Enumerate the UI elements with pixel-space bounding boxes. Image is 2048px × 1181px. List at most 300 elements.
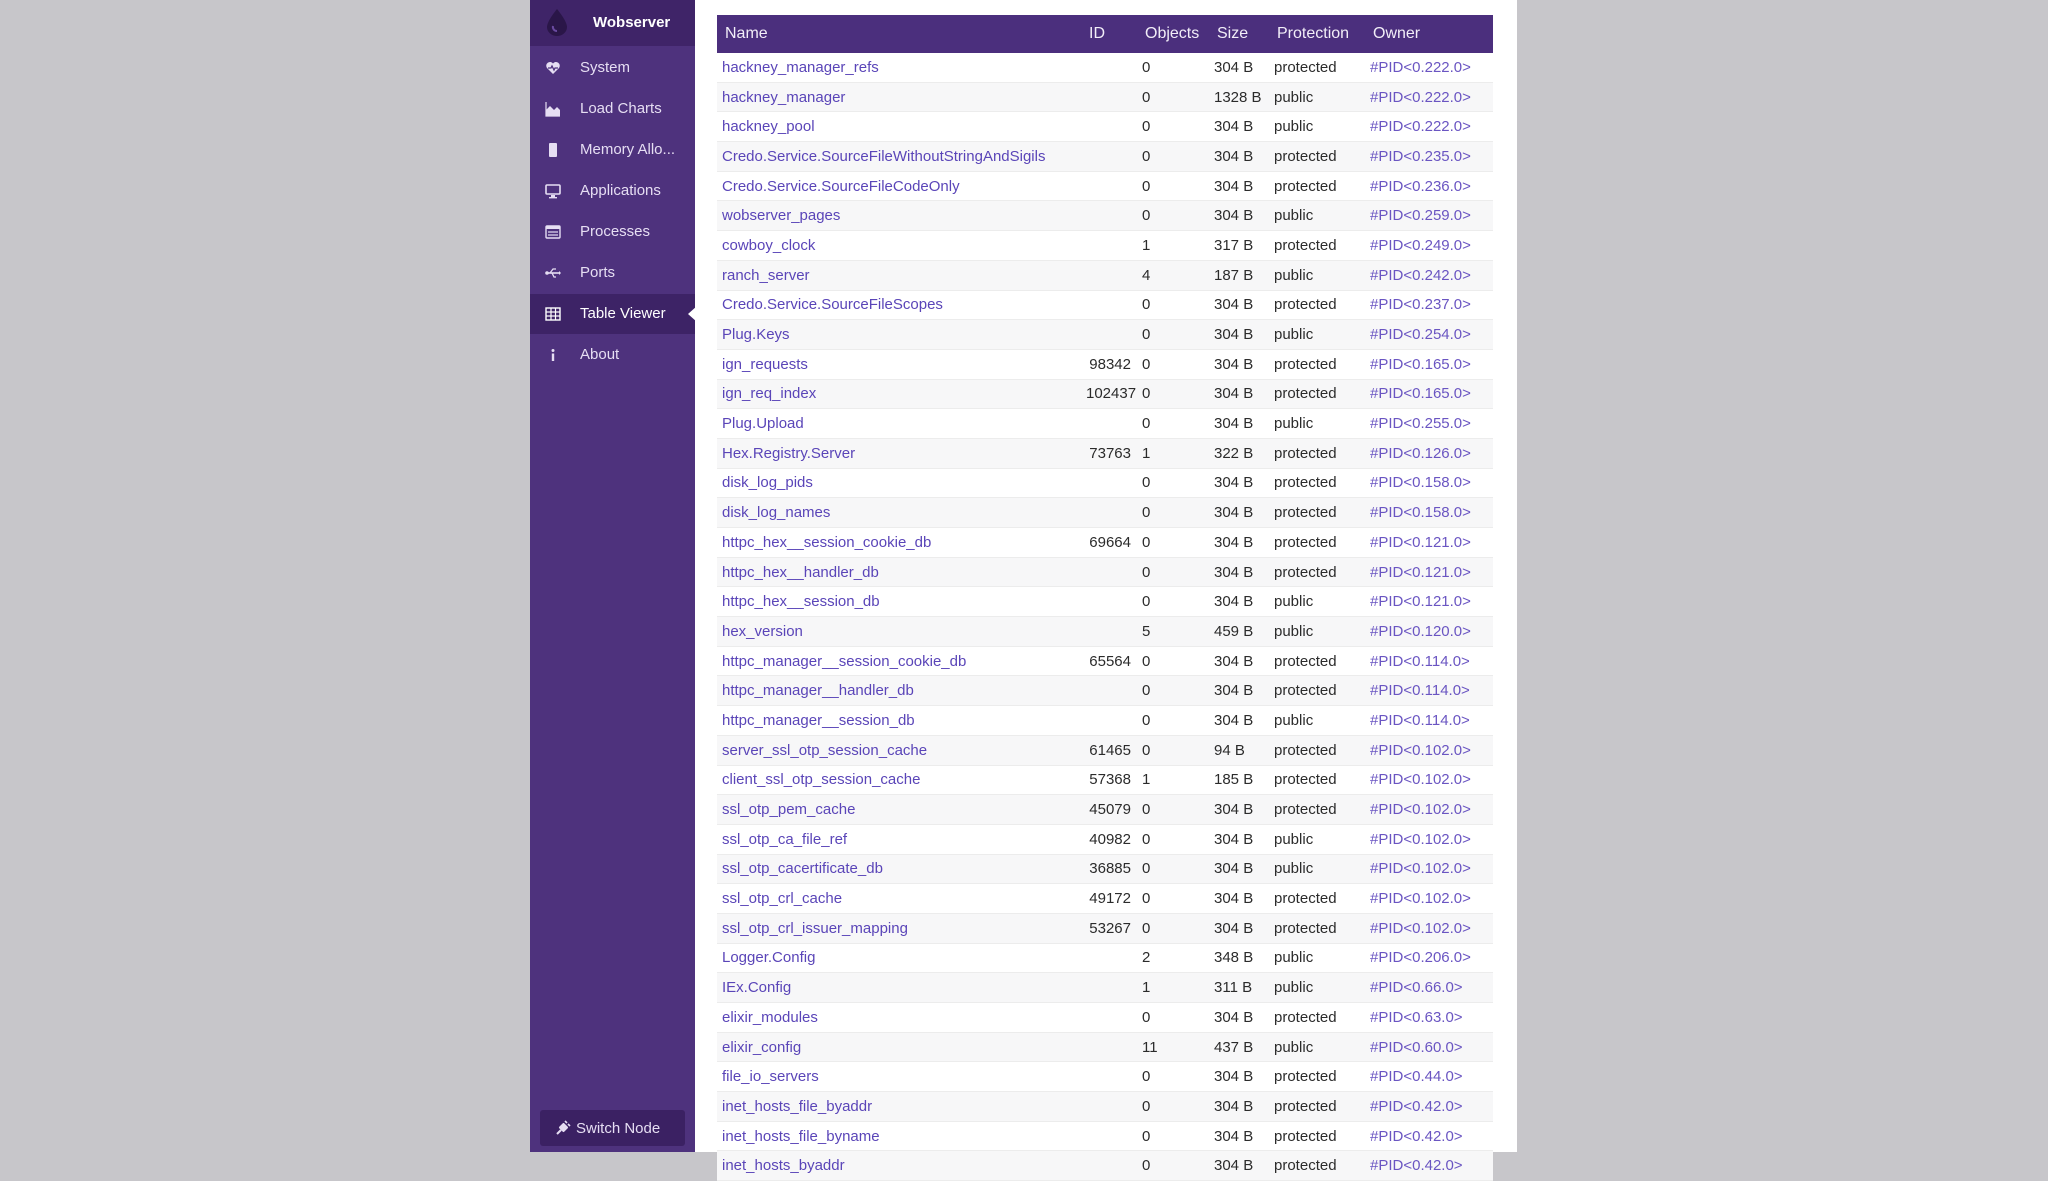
table-row[interactable] (717, 1062, 1493, 1092)
table-row[interactable] (717, 290, 1493, 320)
table-row[interactable] (717, 171, 1493, 201)
cell-protection: public (1269, 854, 1365, 884)
cell-owner-pid[interactable]: #PID<0.102.0> (1365, 795, 1493, 825)
cell-size: 304 B (1209, 884, 1269, 914)
cell-protection: public (1269, 824, 1365, 854)
table-icon (545, 306, 561, 322)
cell-owner-pid[interactable]: #PID<0.165.0> (1365, 349, 1493, 379)
cell-owner-pid[interactable]: #PID<0.158.0> (1365, 468, 1493, 498)
cell-owner-pid[interactable]: #PID<0.42.0> (1365, 1121, 1493, 1151)
cell-protection: protected (1269, 1092, 1365, 1122)
cell-protection: protected (1269, 349, 1365, 379)
table-row[interactable] (717, 82, 1493, 112)
cell-table-name[interactable]: ssl_otp_cacertificate_db (717, 854, 1081, 884)
cell-size: 304 B (1209, 795, 1269, 825)
cell-objects: 0 (1137, 913, 1209, 943)
cell-objects: 0 (1137, 409, 1209, 439)
sidebar-item-label: Memory Allo... (580, 141, 676, 158)
cell-protection: protected (1269, 676, 1365, 706)
cell-size: 304 B (1209, 1062, 1269, 1092)
cell-id: 49172 (1081, 884, 1137, 914)
cell-protection: public (1269, 112, 1365, 142)
cell-id (1081, 706, 1137, 736)
cell-objects: 0 (1137, 735, 1209, 765)
info-icon (545, 347, 561, 363)
table-row[interactable] (717, 320, 1493, 350)
cell-size: 304 B (1209, 1151, 1269, 1181)
cell-objects: 0 (1137, 1092, 1209, 1122)
cell-objects: 0 (1137, 1003, 1209, 1033)
cell-owner-pid[interactable]: #PID<0.114.0> (1365, 676, 1493, 706)
cell-owner-pid[interactable]: #PID<0.114.0> (1365, 646, 1493, 676)
table-row[interactable] (717, 765, 1493, 795)
table-row[interactable] (717, 913, 1493, 943)
cell-objects: 0 (1137, 290, 1209, 320)
table-row[interactable] (717, 349, 1493, 379)
cell-protection: protected (1269, 765, 1365, 795)
cell-size: 304 B (1209, 676, 1269, 706)
column-header-id[interactable]: ID (1081, 15, 1137, 53)
cell-objects: 0 (1137, 142, 1209, 172)
cell-size: 304 B (1209, 824, 1269, 854)
cell-table-name[interactable]: ssl_otp_crl_cache (717, 884, 1081, 914)
cell-owner-pid[interactable]: #PID<0.42.0> (1365, 1092, 1493, 1122)
cell-id (1081, 557, 1137, 587)
cell-protection: public (1269, 409, 1365, 439)
cell-table-name[interactable]: disk_log_pids (717, 468, 1081, 498)
cell-protection: protected (1269, 1121, 1365, 1151)
cell-protection: protected (1269, 290, 1365, 320)
cell-protection: public (1269, 587, 1365, 617)
cell-owner-pid[interactable]: #PID<0.121.0> (1365, 587, 1493, 617)
heartbeat-icon (545, 60, 561, 76)
cell-objects: 0 (1137, 676, 1209, 706)
switch-node-label: Switch Node (576, 1120, 661, 1137)
cell-objects: 4 (1137, 260, 1209, 290)
cell-owner-pid[interactable]: #PID<0.237.0> (1365, 290, 1493, 320)
cell-size: 317 B (1209, 231, 1269, 261)
cell-protection: protected (1269, 528, 1365, 558)
cell-owner-pid[interactable]: #PID<0.66.0> (1365, 973, 1493, 1003)
cell-table-name[interactable]: ssl_otp_pem_cache (717, 795, 1081, 825)
table-row[interactable] (717, 735, 1493, 765)
cell-size: 304 B (1209, 646, 1269, 676)
cell-owner-pid[interactable]: #PID<0.44.0> (1365, 1062, 1493, 1092)
cell-owner-pid[interactable]: #PID<0.165.0> (1365, 379, 1493, 409)
cell-protection: protected (1269, 1062, 1365, 1092)
cell-table-name[interactable]: httpc_manager__session_db (717, 706, 1081, 736)
cell-owner-pid[interactable]: #PID<0.254.0> (1365, 320, 1493, 350)
cell-objects: 0 (1137, 646, 1209, 676)
table-row[interactable] (717, 142, 1493, 172)
cell-size: 437 B (1209, 1032, 1269, 1062)
cell-table-name[interactable]: cowboy_clock (717, 231, 1081, 261)
cell-table-name[interactable]: hackney_manager (717, 82, 1081, 112)
column-header-owner[interactable]: Owner (1365, 15, 1493, 53)
cell-table-name[interactable]: Credo.Service.SourceFileScopes (717, 290, 1081, 320)
cell-objects: 1 (1137, 231, 1209, 261)
cell-id: 45079 (1081, 795, 1137, 825)
cell-owner-pid[interactable]: #PID<0.102.0> (1365, 884, 1493, 914)
table-row[interactable] (717, 884, 1493, 914)
cell-objects: 0 (1137, 824, 1209, 854)
cell-size: 304 B (1209, 528, 1269, 558)
cell-id: 73763 (1081, 438, 1137, 468)
cell-protection: protected (1269, 557, 1365, 587)
cell-id (1081, 201, 1137, 231)
cell-table-name[interactable]: server_ssl_otp_session_cache (717, 735, 1081, 765)
table-row[interactable] (717, 1151, 1493, 1181)
cell-id (1081, 290, 1137, 320)
cell-size: 304 B (1209, 557, 1269, 587)
cell-size: 304 B (1209, 320, 1269, 350)
cell-objects: 1 (1137, 438, 1209, 468)
cell-table-name[interactable]: IEx.Config (717, 973, 1081, 1003)
table-header-row (717, 15, 1493, 53)
cell-table-name[interactable]: hackney_manager_refs (717, 53, 1081, 82)
processes-icon (545, 224, 561, 240)
cell-size: 304 B (1209, 498, 1269, 528)
cell-objects: 0 (1137, 795, 1209, 825)
sidebar-item-label: Applications (580, 182, 661, 199)
cell-size: 304 B (1209, 854, 1269, 884)
cell-protection: protected (1269, 1003, 1365, 1033)
cell-protection: public (1269, 201, 1365, 231)
cell-size: 348 B (1209, 943, 1269, 973)
cell-id: 53267 (1081, 913, 1137, 943)
cell-protection: public (1269, 706, 1365, 736)
cell-table-name[interactable]: inet_hosts_file_byaddr (717, 1092, 1081, 1122)
cell-protection: protected (1269, 231, 1365, 261)
sidebar-item-label: About (580, 346, 620, 363)
switch-node-button[interactable] (540, 1110, 685, 1146)
cell-owner-pid[interactable]: #PID<0.120.0> (1365, 617, 1493, 647)
table-row[interactable] (717, 646, 1493, 676)
cell-table-name[interactable]: ranch_server (717, 260, 1081, 290)
sidebar-item-label: Table Viewer (580, 305, 666, 322)
cell-owner-pid[interactable]: #PID<0.60.0> (1365, 1032, 1493, 1062)
cell-protection: public (1269, 617, 1365, 647)
cell-id (1081, 973, 1137, 1003)
cell-table-name[interactable]: ssl_otp_ca_file_ref (717, 824, 1081, 854)
cell-table-name[interactable]: hex_version (717, 617, 1081, 647)
cell-size: 304 B (1209, 379, 1269, 409)
cell-objects: 0 (1137, 528, 1209, 558)
cell-protection: protected (1269, 913, 1365, 943)
cell-objects: 0 (1137, 82, 1209, 112)
cell-owner-pid[interactable]: #PID<0.102.0> (1365, 735, 1493, 765)
cell-objects: 0 (1137, 706, 1209, 736)
sidebar-item-label: Load Charts (580, 100, 662, 117)
cell-objects: 0 (1137, 498, 1209, 528)
cell-table-name[interactable]: httpc_hex__session_db (717, 587, 1081, 617)
cell-size: 304 B (1209, 142, 1269, 172)
cell-size: 304 B (1209, 1092, 1269, 1122)
plug-icon (555, 1120, 571, 1136)
cell-owner-pid[interactable]: #PID<0.114.0> (1365, 706, 1493, 736)
cell-owner-pid[interactable]: #PID<0.235.0> (1365, 142, 1493, 172)
cell-protection: protected (1269, 498, 1365, 528)
cell-id: 36885 (1081, 854, 1137, 884)
cell-id (1081, 1092, 1137, 1122)
cell-protection: public (1269, 320, 1365, 350)
cell-table-name[interactable]: httpc_hex__session_cookie_db (717, 528, 1081, 558)
cell-size: 304 B (1209, 349, 1269, 379)
sidebar-item-table-viewer[interactable] (530, 294, 695, 334)
cell-objects: 5 (1137, 617, 1209, 647)
table-row[interactable] (717, 824, 1493, 854)
cell-size: 1328 B (1209, 82, 1269, 112)
cell-protection: protected (1269, 53, 1365, 82)
cell-id (1081, 1003, 1137, 1033)
cell-owner-pid[interactable]: #PID<0.259.0> (1365, 201, 1493, 231)
cell-id (1081, 231, 1137, 261)
cell-owner-pid[interactable]: #PID<0.102.0> (1365, 765, 1493, 795)
table-row[interactable] (717, 676, 1493, 706)
sidebar-item-applications[interactable] (530, 171, 695, 211)
cell-protection: protected (1269, 735, 1365, 765)
brand-header[interactable] (530, 0, 695, 46)
cell-objects: 0 (1137, 854, 1209, 884)
cell-table-name[interactable]: ign_req_index (717, 379, 1081, 409)
cell-table-name[interactable]: inet_hosts_file_byname (717, 1121, 1081, 1151)
cell-owner-pid[interactable]: #PID<0.126.0> (1365, 438, 1493, 468)
cell-protection: public (1269, 943, 1365, 973)
cell-id (1081, 112, 1137, 142)
column-header-name[interactable]: Name (717, 15, 1081, 53)
table-row[interactable] (717, 53, 1493, 82)
table-row[interactable] (717, 587, 1493, 617)
table-row[interactable] (717, 1032, 1493, 1062)
cell-objects: 0 (1137, 320, 1209, 350)
table-row[interactable] (717, 943, 1493, 973)
cell-size: 304 B (1209, 171, 1269, 201)
table-row[interactable] (717, 379, 1493, 409)
cell-protection: protected (1269, 379, 1365, 409)
sidebar-item-memory-allocators[interactable] (530, 130, 695, 170)
table-row[interactable] (717, 854, 1493, 884)
cell-protection: protected (1269, 142, 1365, 172)
tables-table (717, 15, 1493, 1181)
cell-table-name[interactable]: ign_requests (717, 349, 1081, 379)
cell-protection: protected (1269, 646, 1365, 676)
cell-protection: public (1269, 82, 1365, 112)
cell-id (1081, 676, 1137, 706)
cell-objects: 11 (1137, 1032, 1209, 1062)
cell-objects: 0 (1137, 587, 1209, 617)
table-row[interactable] (717, 1121, 1493, 1151)
cell-owner-pid[interactable]: #PID<0.206.0> (1365, 943, 1493, 973)
cell-objects: 0 (1137, 53, 1209, 82)
cell-objects: 0 (1137, 201, 1209, 231)
cell-id: 61465 (1081, 735, 1137, 765)
cell-protection: public (1269, 973, 1365, 1003)
cell-objects: 1 (1137, 973, 1209, 1003)
table-row[interactable] (717, 201, 1493, 231)
cell-protection: public (1269, 260, 1365, 290)
table-row[interactable] (717, 795, 1493, 825)
cell-table-name[interactable]: ssl_otp_crl_issuer_mapping (717, 913, 1081, 943)
cell-owner-pid[interactable]: #PID<0.102.0> (1365, 854, 1493, 884)
cell-table-name[interactable]: httpc_manager__handler_db (717, 676, 1081, 706)
cell-table-name[interactable]: elixir_modules (717, 1003, 1081, 1033)
cell-table-name[interactable]: hackney_pool (717, 112, 1081, 142)
cell-table-name[interactable]: httpc_hex__handler_db (717, 557, 1081, 587)
area-chart-icon (545, 101, 561, 117)
table-row[interactable] (717, 468, 1493, 498)
table-row[interactable] (717, 557, 1493, 587)
cell-table-name[interactable]: file_io_servers (717, 1062, 1081, 1092)
cell-table-name[interactable]: Plug.Upload (717, 409, 1081, 439)
cell-id (1081, 1032, 1137, 1062)
cell-owner-pid[interactable]: #PID<0.222.0> (1365, 53, 1493, 82)
table-row[interactable] (717, 973, 1493, 1003)
cell-id (1081, 498, 1137, 528)
cell-size: 304 B (1209, 587, 1269, 617)
cell-table-name[interactable]: Plug.Keys (717, 320, 1081, 350)
sidebar-item-system[interactable] (530, 48, 695, 88)
cell-size: 185 B (1209, 765, 1269, 795)
cell-id (1081, 409, 1137, 439)
cell-id (1081, 1062, 1137, 1092)
cell-table-name[interactable]: wobserver_pages (717, 201, 1081, 231)
sidebar-item-label: System (580, 59, 631, 76)
sidebar-item-processes[interactable] (530, 212, 695, 252)
cell-size: 322 B (1209, 438, 1269, 468)
cell-id (1081, 171, 1137, 201)
cell-protection: protected (1269, 884, 1365, 914)
cell-owner-pid[interactable]: #PID<0.42.0> (1365, 1151, 1493, 1181)
app-window (530, 0, 1517, 1175)
column-header-protection[interactable]: Protection (1269, 15, 1365, 53)
desktop-icon (545, 183, 561, 199)
ets-table-list (717, 15, 1493, 1181)
table-row[interactable] (717, 1003, 1493, 1033)
cell-table-name[interactable]: httpc_manager__session_cookie_db (717, 646, 1081, 676)
sidebar-item-about[interactable] (530, 335, 695, 375)
table-row[interactable] (717, 112, 1493, 142)
sidebar-item-ports[interactable] (530, 253, 695, 293)
cell-table-name[interactable]: inet_hosts_byaddr (717, 1151, 1081, 1181)
table-row[interactable] (717, 260, 1493, 290)
table-body (717, 53, 1493, 1181)
table-row[interactable] (717, 617, 1493, 647)
cell-id (1081, 142, 1137, 172)
column-header-size[interactable]: Size (1209, 15, 1269, 53)
cell-id (1081, 468, 1137, 498)
cell-owner-pid[interactable]: #PID<0.249.0> (1365, 231, 1493, 261)
cell-protection: protected (1269, 171, 1365, 201)
cell-protection: public (1269, 1032, 1365, 1062)
cell-objects: 0 (1137, 349, 1209, 379)
cell-objects: 0 (1137, 112, 1209, 142)
cell-id (1081, 1151, 1137, 1181)
cell-owner-pid[interactable]: #PID<0.222.0> (1365, 112, 1493, 142)
cell-protection: protected (1269, 438, 1365, 468)
table-row[interactable] (717, 231, 1493, 261)
cell-table-name[interactable]: Credo.Service.SourceFileWithoutStringAndSigils (717, 142, 1081, 172)
sidebar (530, 0, 695, 1152)
cell-id: 102437 (1081, 379, 1137, 409)
drop-logo-icon (544, 8, 570, 36)
cell-protection: protected (1269, 468, 1365, 498)
cell-table-name[interactable]: Logger.Config (717, 943, 1081, 973)
cell-owner-pid[interactable]: #PID<0.121.0> (1365, 528, 1493, 558)
cell-owner-pid[interactable]: #PID<0.222.0> (1365, 82, 1493, 112)
cell-owner-pid[interactable]: #PID<0.121.0> (1365, 557, 1493, 587)
cell-table-name[interactable]: client_ssl_otp_session_cache (717, 765, 1081, 795)
cell-size: 304 B (1209, 1003, 1269, 1033)
cell-objects: 1 (1137, 765, 1209, 795)
cell-table-name[interactable]: Credo.Service.SourceFileCodeOnly (717, 171, 1081, 201)
cell-owner-pid[interactable]: #PID<0.63.0> (1365, 1003, 1493, 1033)
cell-owner-pid[interactable]: #PID<0.102.0> (1365, 824, 1493, 854)
sidebar-item-label: Processes (580, 223, 651, 240)
table-row[interactable] (717, 498, 1493, 528)
cell-owner-pid[interactable]: #PID<0.236.0> (1365, 171, 1493, 201)
cell-owner-pid[interactable]: #PID<0.102.0> (1365, 913, 1493, 943)
cell-table-name[interactable]: elixir_config (717, 1032, 1081, 1062)
table-row[interactable] (717, 438, 1493, 468)
cell-objects: 0 (1137, 171, 1209, 201)
cell-size: 304 B (1209, 290, 1269, 320)
cell-protection: protected (1269, 1151, 1365, 1181)
cell-id: 65564 (1081, 646, 1137, 676)
cell-id (1081, 1121, 1137, 1151)
sidebar-item-label: Ports (580, 264, 616, 281)
sidebar-item-load-charts[interactable] (530, 89, 695, 129)
column-header-objects[interactable]: Objects (1137, 15, 1209, 53)
cell-id (1081, 617, 1137, 647)
cell-table-name[interactable]: disk_log_names (717, 498, 1081, 528)
cell-size: 304 B (1209, 112, 1269, 142)
memory-icon (545, 142, 561, 158)
cell-id (1081, 260, 1137, 290)
cell-owner-pid[interactable]: #PID<0.242.0> (1365, 260, 1493, 290)
cell-objects: 0 (1137, 379, 1209, 409)
cell-id (1081, 82, 1137, 112)
active-indicator (688, 306, 697, 322)
cell-size: 304 B (1209, 468, 1269, 498)
cell-size: 311 B (1209, 973, 1269, 1003)
cell-id (1081, 53, 1137, 82)
cell-owner-pid[interactable]: #PID<0.255.0> (1365, 409, 1493, 439)
usb-icon (545, 265, 561, 281)
cell-objects: 0 (1137, 884, 1209, 914)
cell-id: 69664 (1081, 528, 1137, 558)
cell-size: 304 B (1209, 706, 1269, 736)
cell-table-name[interactable]: Hex.Registry.Server (717, 438, 1081, 468)
brand-name: Wobserver (593, 14, 671, 31)
cell-objects: 0 (1137, 557, 1209, 587)
cell-size: 94 B (1209, 735, 1269, 765)
cell-id: 98342 (1081, 349, 1137, 379)
cell-id (1081, 587, 1137, 617)
cell-id (1081, 320, 1137, 350)
cell-size: 304 B (1209, 1121, 1269, 1151)
cell-size: 304 B (1209, 201, 1269, 231)
cell-size: 304 B (1209, 409, 1269, 439)
table-row[interactable] (717, 528, 1493, 558)
cell-owner-pid[interactable]: #PID<0.158.0> (1365, 498, 1493, 528)
table-row[interactable] (717, 706, 1493, 736)
cell-id: 40982 (1081, 824, 1137, 854)
table-row[interactable] (717, 409, 1493, 439)
cell-objects: 0 (1137, 468, 1209, 498)
table-row[interactable] (717, 1092, 1493, 1122)
cell-protection: protected (1269, 795, 1365, 825)
cell-size: 304 B (1209, 53, 1269, 82)
